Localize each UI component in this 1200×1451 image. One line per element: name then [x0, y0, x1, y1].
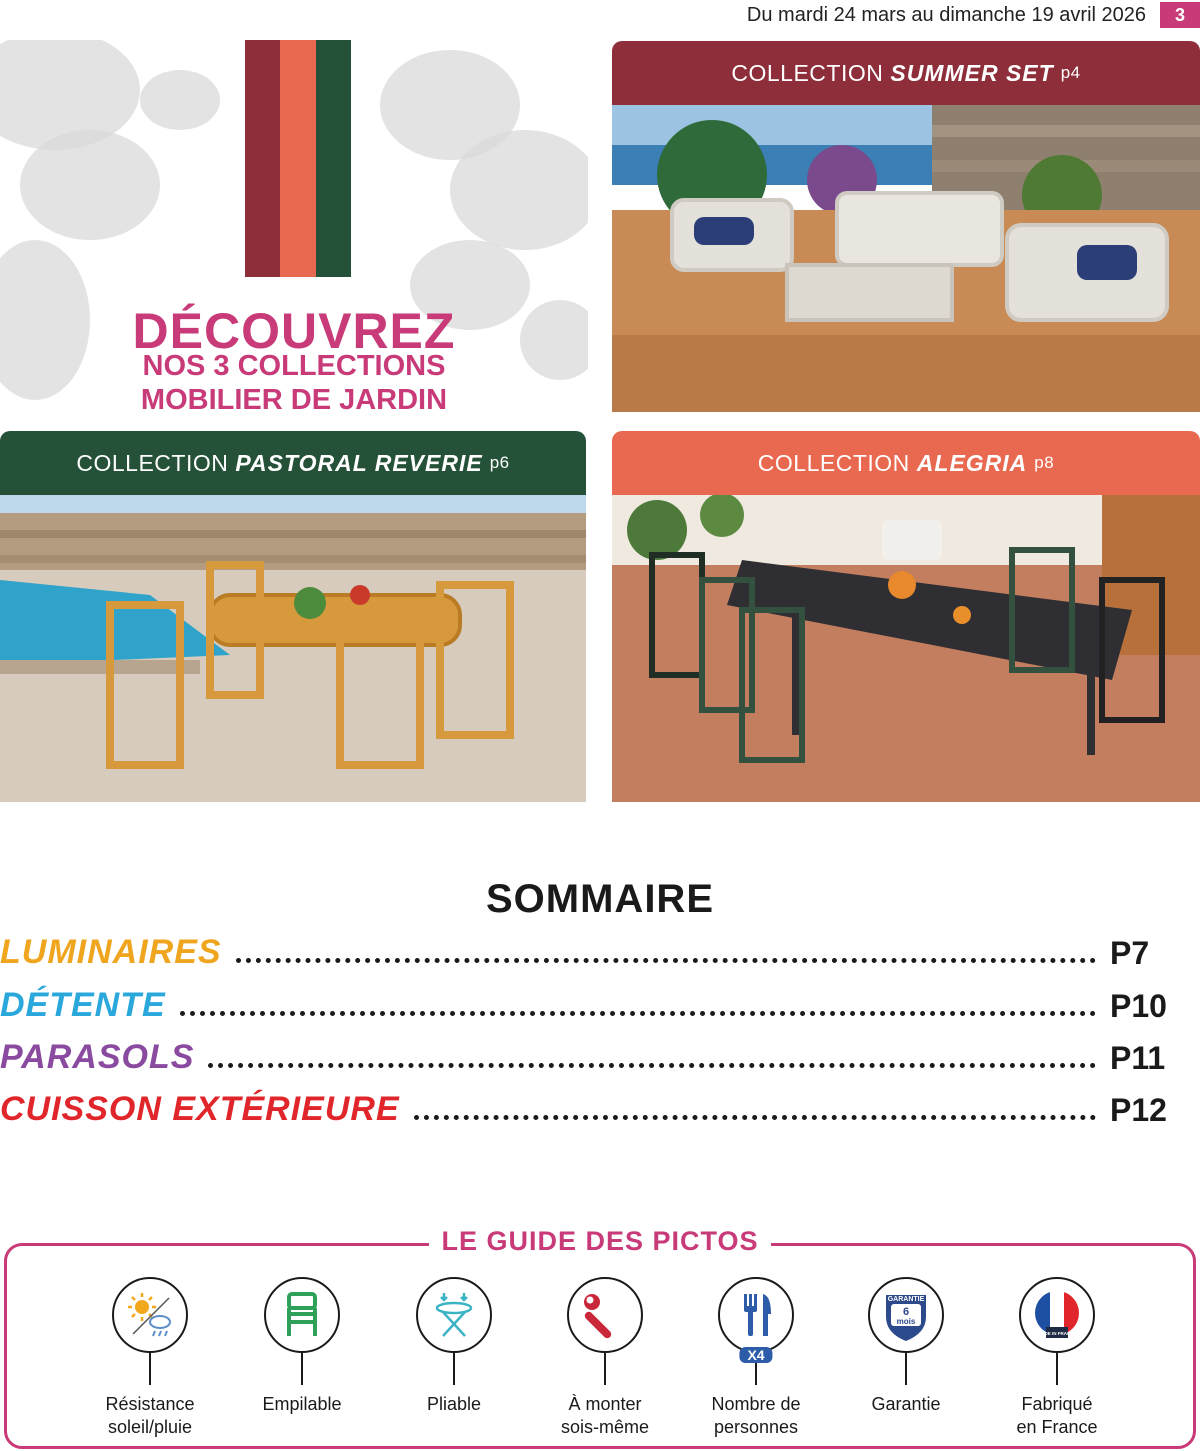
collection-name: PASTORAL REVERIE — [235, 449, 483, 476]
toc-page: P10 — [1110, 988, 1167, 1024]
color-stripes — [245, 40, 351, 277]
collection-header — [0, 431, 586, 495]
picto-label: Fabriqué en France — [1016, 1394, 1098, 1437]
picto-persons — [681, 1277, 831, 1439]
summer-set-photo — [612, 105, 1200, 412]
summer-set-scene — [612, 105, 1200, 412]
collection-prefix: COLLECTION — [76, 449, 229, 476]
intro-block — [0, 40, 588, 420]
toc-label: PARASOLS — [0, 1038, 195, 1076]
cutlery-icon — [718, 1277, 794, 1363]
picto-label: À monter sois-même — [560, 1394, 649, 1437]
picto-made-in-france — [982, 1277, 1132, 1439]
toc-label: CUISSON EXTÉRIEURE — [0, 1090, 400, 1128]
leaf-shadow-decoration — [140, 70, 220, 130]
collection-name: SUMMER SET — [890, 59, 1054, 86]
toc-leader-dots — [236, 958, 1096, 963]
picto-label: Garantie — [871, 1394, 941, 1414]
pastoral-reverie-scene — [0, 495, 586, 802]
page-number-badge: 3 — [1160, 2, 1200, 28]
toc-entry-cuisson-exterieure[interactable] — [0, 1082, 1170, 1126]
toc-label: LUMINAIRES — [0, 933, 222, 971]
toc-leader-dots — [208, 1063, 1096, 1068]
picto-guide-title-wrap — [0, 1226, 1200, 1257]
leaf-shadow-decoration — [20, 130, 160, 240]
toc-entry-detente[interactable] — [0, 978, 1170, 1022]
collection-prefix: COLLECTION — [731, 59, 884, 86]
warranty-months-unit: mois — [896, 1317, 916, 1326]
picto-label: Résistance soleil/pluie — [105, 1394, 195, 1437]
collection-header — [612, 431, 1200, 495]
picto-foldable — [379, 1277, 529, 1416]
picto-connector — [149, 1353, 151, 1385]
picto-label: Nombre de personnes — [711, 1394, 801, 1437]
collection-card-summer-set[interactable] — [612, 41, 1200, 412]
stripe-green — [316, 40, 351, 277]
collection-page: p4 — [1060, 63, 1081, 82]
persons-count-badge: X4 — [739, 1347, 772, 1363]
collection-name: ALEGRIA — [916, 449, 1028, 476]
toc-leader-dots — [414, 1115, 1096, 1120]
warranty-shield-icon — [868, 1277, 944, 1353]
collection-prefix: COLLECTION — [757, 449, 910, 476]
intro-subline-2: MOBILIER DE JARDIN — [140, 384, 448, 416]
collection-page: p8 — [1034, 453, 1055, 472]
picto-connector — [1056, 1353, 1058, 1385]
collection-card-alegria[interactable] — [612, 431, 1200, 802]
intro-headline: DÉCOUVREZ — [132, 303, 456, 359]
stripe-burgundy — [245, 40, 280, 277]
collection-card-pastoral-reverie[interactable] — [0, 431, 586, 802]
picto-label: Pliable — [426, 1394, 482, 1414]
toc-leader-dots — [180, 1011, 1096, 1016]
picto-connector — [301, 1353, 303, 1385]
toc-label: DÉTENTE — [0, 986, 166, 1024]
sommaire-title: SOMMAIRE — [486, 877, 714, 921]
alegria-photo — [612, 495, 1200, 802]
date-strip — [747, 0, 1200, 30]
picto-connector — [604, 1353, 606, 1385]
picto-stackable — [227, 1277, 377, 1416]
picto-connector — [453, 1353, 455, 1385]
toc-entry-parasols[interactable] — [0, 1030, 1170, 1074]
collection-header — [612, 41, 1200, 105]
made-in-france-caption: MADE IN FRANCE — [1037, 1331, 1077, 1336]
pastoral-reverie-photo — [0, 495, 586, 802]
toc-page: P7 — [1110, 935, 1150, 971]
warranty-months-value: 6 — [902, 1306, 910, 1318]
stripe-coral — [280, 40, 315, 277]
alegria-scene — [612, 495, 1200, 802]
warranty-badge-caption: GARANTIE — [887, 1296, 925, 1303]
collection-page: p6 — [489, 453, 510, 472]
sun-rain-icon — [112, 1277, 188, 1353]
toc-page: P11 — [1110, 1040, 1166, 1076]
picto-sun-rain — [75, 1277, 225, 1439]
toc-page: P12 — [1110, 1092, 1167, 1128]
picto-connector — [905, 1353, 907, 1385]
stackable-chairs-icon — [264, 1277, 340, 1353]
picto-self-assembly — [530, 1277, 680, 1439]
intro-subline-1: NOS 3 COLLECTIONS — [142, 350, 446, 382]
wrench-icon — [567, 1277, 643, 1353]
foldable-table-icon — [416, 1277, 492, 1353]
french-flag-icon — [1019, 1277, 1095, 1353]
picto-warranty — [831, 1277, 981, 1416]
toc-entry-luminaires[interactable] — [0, 925, 1170, 969]
leaf-shadow-decoration — [450, 130, 588, 250]
picto-label: Empilable — [262, 1394, 342, 1414]
picto-guide-title: LE GUIDE DES PICTOS — [429, 1226, 770, 1256]
promo-date-range: Du mardi 24 mars au dimanche 19 avril 2026 — [746, 3, 1146, 26]
